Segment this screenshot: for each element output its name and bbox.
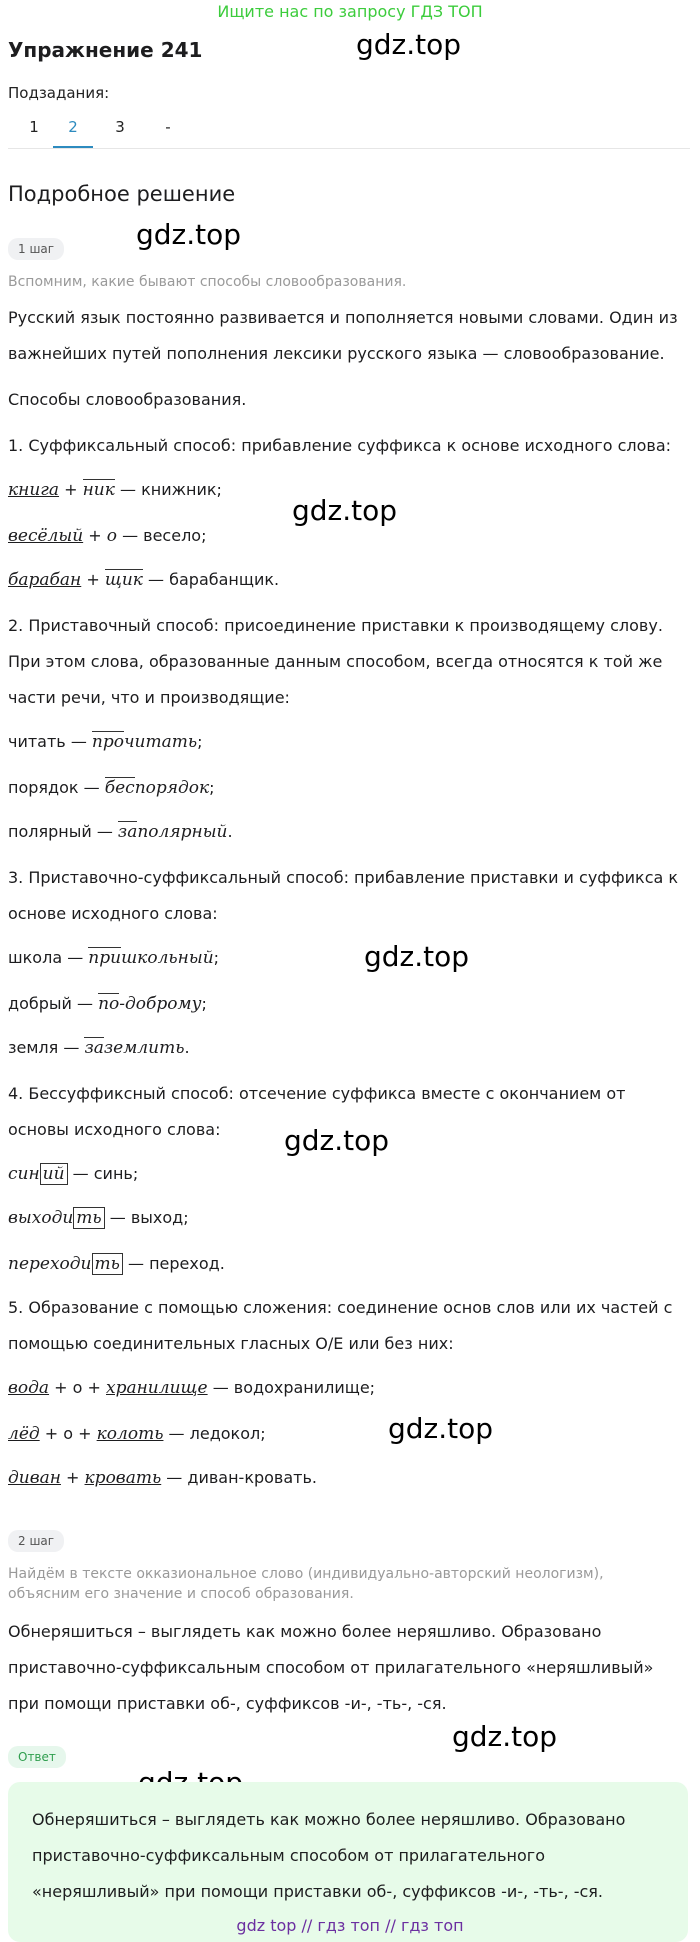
tab-subtask-2[interactable]: 2 (53, 118, 93, 148)
text-line: приставочно-суффиксальным способом от прилагательного «неряшливый» (8, 1658, 654, 1677)
example-source: порядок — (8, 778, 105, 797)
text-line: помощью соединительных гласных О/Е или без них: (8, 1334, 454, 1353)
example-ending: ть (73, 1207, 104, 1229)
example-prefix: при (88, 948, 122, 968)
example-root: лёд (8, 1424, 40, 1444)
example-plus: + о + (39, 1424, 97, 1443)
watermark: gdz.top (136, 218, 242, 251)
example-source: школа — (8, 948, 89, 967)
example-prefix: бес (104, 778, 135, 798)
example-line (8, 986, 688, 1022)
example-plus: + (60, 1468, 85, 1487)
watermark: gdz.top (292, 494, 398, 527)
example-root: хранилище (106, 1378, 208, 1398)
example-root: барабан (8, 570, 82, 590)
example-line (8, 562, 688, 598)
example-word: -доброму (119, 994, 202, 1014)
example-punct: ; (209, 778, 215, 797)
example-punct: ; (213, 948, 220, 967)
text-line: важнейших путей пополнения лексики русского языка — словообразование. (8, 344, 665, 363)
example-punct: ; (197, 732, 203, 751)
example-stem: выходи (8, 1208, 74, 1228)
example-line (8, 940, 688, 976)
example-result: — переход. (122, 1254, 225, 1273)
example-stem: переходи (8, 1254, 92, 1274)
answer-line: «неряшливый» при помощи приставки об-, суффиксов -и-, -ть-, -ся. (32, 1882, 604, 1901)
example-word: землить (103, 1038, 185, 1058)
text-line: при помощи приставки об-, суффиксов -и-, -ть-, -ся. (8, 1694, 447, 1713)
example-line (8, 1416, 688, 1452)
example-ending: ть (92, 1253, 123, 1275)
example-line (8, 724, 688, 760)
example-result: — ледокол; (163, 1424, 266, 1443)
example-root: книга (8, 480, 60, 500)
example-source: земля — (8, 1038, 85, 1057)
example-line (8, 1460, 688, 1496)
example-word: читать (123, 732, 198, 752)
example-line (8, 814, 688, 850)
watermark: gdz.top (388, 1412, 494, 1445)
example-root: весёлый (8, 526, 84, 546)
example-line (8, 472, 688, 508)
example-prefix: по (98, 994, 120, 1014)
text-line: 1. Суффиксальный способ: прибавление суффикса к основе исходного слова: (8, 436, 672, 455)
example-word: порядок (134, 778, 210, 798)
tab-subtask-1[interactable]: 1 (29, 118, 39, 136)
example-result: — барабанщик. (142, 570, 280, 589)
example-source: добрый — (8, 994, 99, 1013)
step-badge: 2 шаг (8, 1530, 64, 1552)
example-result: — книжник; (114, 480, 222, 499)
watermark: gdz.top (452, 1720, 558, 1753)
example-plus: + (81, 570, 105, 589)
example-result: — выход; (104, 1208, 189, 1227)
example-ending: ий (40, 1163, 68, 1185)
watermark: gdz.top (364, 940, 470, 973)
text-line: При этом слова, образованные данным способом, всегда относятся к той же (8, 652, 663, 671)
example-plus: + о + (49, 1378, 106, 1397)
text-line: 3. Приставочно-суффиксальный способ: прибавление приставки и суффикса к (8, 868, 679, 887)
subtask-tabs (8, 114, 690, 149)
example-line (8, 1246, 688, 1282)
example-line (8, 770, 688, 806)
example-root: вода (8, 1378, 50, 1398)
example-prefix: про (91, 732, 124, 752)
footer-links[interactable]: gdz top // гдз топ // гдз топ (236, 1916, 464, 1935)
example-root: диван (8, 1468, 61, 1488)
watermark: gdz.top (284, 1124, 390, 1157)
example-result: — водохранилище; (207, 1378, 376, 1397)
tab-subtask-3[interactable]: 3 (115, 118, 125, 136)
text-line: Способы словообразования. (8, 390, 247, 409)
example-line (8, 1200, 688, 1236)
example-prefix: за (117, 822, 138, 842)
answer-badge: Ответ (8, 1746, 66, 1768)
text-line: Обнеряшиться – выглядеть как можно более неряшливо. Образовано (8, 1622, 602, 1641)
example-root: кровать (84, 1468, 162, 1488)
example-ending: о (106, 526, 117, 546)
example-punct: . (227, 822, 233, 841)
text-line: основы исходного слова: (8, 1120, 221, 1139)
answer-line: приставочно-суффиксальным способом от прилагательного (32, 1846, 545, 1865)
text-line: основе исходного слова: (8, 904, 218, 923)
example-line (8, 1030, 688, 1066)
example-prefix: за (84, 1038, 104, 1058)
example-punct: . (184, 1038, 190, 1057)
example-suffix: ник (82, 480, 115, 500)
promo-banner: Ищите нас по запросу ГДЗ ТОП (217, 2, 483, 21)
page-title: Упражнение 241 (8, 38, 203, 62)
example-root: колоть (96, 1424, 164, 1444)
step-hint: Найдём в тексте окказиональное слово (индивидуально-авторский неологизм), (8, 1566, 604, 1582)
text-line: 4. Бессуффиксный способ: отсечение суффикса вместе с окончанием от (8, 1084, 626, 1103)
subtasks-label: Подзадания: (8, 84, 110, 102)
example-line (8, 1156, 688, 1192)
example-word: полярный (137, 822, 228, 842)
example-result: — диван-кровать. (161, 1468, 317, 1487)
section-title: Подробное решение (8, 182, 236, 206)
example-line (8, 518, 688, 554)
example-result: — весело; (116, 526, 207, 545)
tab-subtask-more[interactable]: - (165, 118, 171, 136)
text-line: Русский язык постоянно развивается и пополняется новыми словами. Один из (8, 308, 678, 327)
step-hint: Вспомним, какие бывают способы словообразования. (8, 274, 407, 290)
example-source: читать — (8, 732, 92, 751)
step-badge: 1 шаг (8, 238, 64, 260)
example-word: школьный (121, 948, 214, 968)
example-suffix: щик (104, 570, 143, 590)
example-line (8, 1370, 688, 1406)
text-line: 2. Приставочный способ: присоединение приставки к производящему слову. (8, 616, 663, 635)
step-hint: объясним его значение и способ образования. (8, 1586, 354, 1602)
example-plus: + (59, 480, 83, 499)
watermark: gdz.top (356, 28, 462, 61)
example-plus: + (83, 526, 107, 545)
example-stem: син (8, 1164, 40, 1184)
example-source: полярный — (8, 822, 118, 841)
text-line: 5. Образование с помощью сложения: соединение основ слов или их частей с (8, 1298, 673, 1317)
text-line: части речи, что и производящие: (8, 688, 290, 707)
example-punct: ; (201, 994, 207, 1013)
example-result: — синь; (67, 1164, 139, 1183)
answer-line: Обнеряшиться – выглядеть как можно более неряшливо. Образовано (32, 1810, 626, 1829)
